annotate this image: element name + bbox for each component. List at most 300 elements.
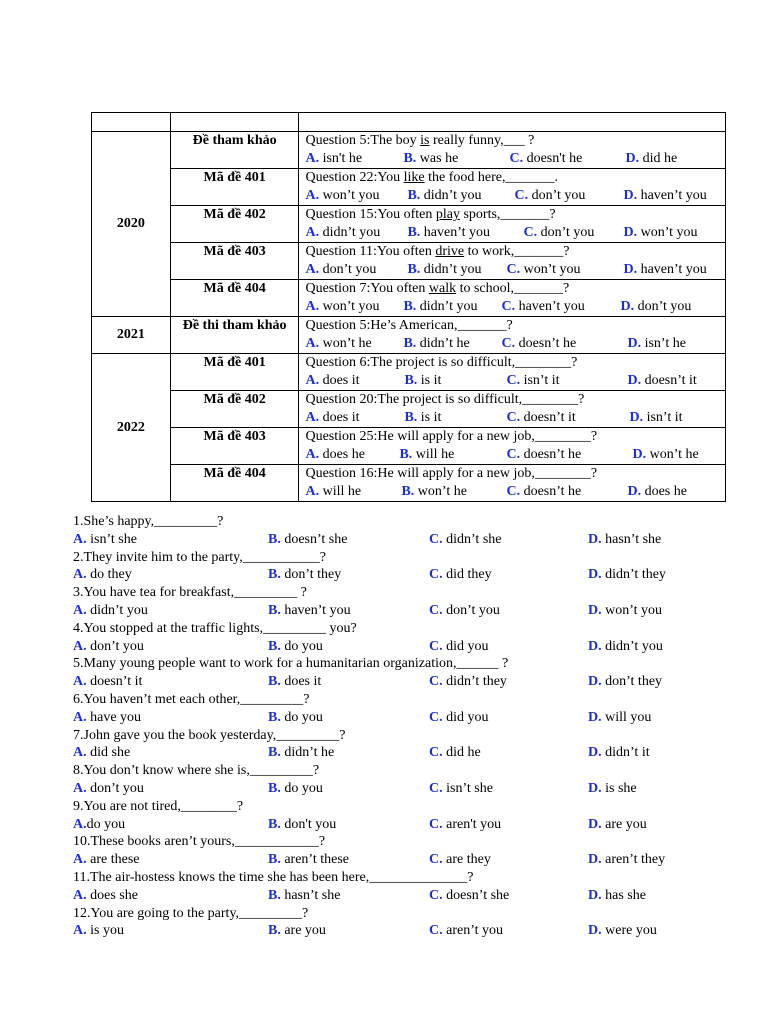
option-letter: A.: [73, 780, 87, 796]
option-letter: A.: [305, 225, 320, 240]
option-letter: C.: [429, 887, 443, 903]
header-year: [92, 113, 171, 132]
option-text: is it: [417, 373, 442, 388]
option-text: doesn’t she: [442, 887, 510, 903]
table-row: [92, 243, 726, 280]
option-text: will he: [412, 447, 455, 462]
option-text: isn’t she: [86, 531, 137, 547]
answer-options: [305, 335, 725, 353]
option-text: didn’t you: [601, 638, 663, 654]
option-letter: A.: [305, 151, 320, 166]
answer-option: [588, 744, 650, 762]
answer-option: [305, 409, 359, 427]
option-letter: A.: [305, 373, 320, 388]
answer-options: [305, 372, 725, 390]
question-text: [305, 206, 725, 224]
option-letter: B.: [407, 188, 421, 203]
underlined-verb: walk: [428, 281, 457, 296]
option-text: isn’t it: [520, 373, 560, 388]
option-text: aren’t you: [442, 923, 504, 939]
answer-option: [588, 638, 663, 656]
option-text: didn’t you: [86, 602, 148, 618]
answer-option: [506, 483, 581, 501]
table-row: [92, 428, 726, 465]
option-text: doesn’t it: [86, 674, 143, 690]
answer-option: [305, 187, 379, 205]
option-letter: B.: [268, 923, 281, 939]
option-text: didn’t you: [319, 225, 381, 240]
option-text: don’t you: [528, 188, 586, 203]
answer-option: [305, 224, 380, 242]
option-text: doesn’t it: [520, 410, 576, 425]
exercise-options: [73, 709, 753, 727]
option-text: are you: [601, 816, 647, 832]
answer-option: [268, 531, 347, 549]
answer-options: [305, 409, 725, 427]
option-letter: D.: [627, 484, 642, 499]
exercise-options: [73, 602, 753, 620]
answer-option: [268, 780, 323, 798]
option-text: don’t you: [634, 299, 692, 314]
option-letter: D.: [620, 299, 635, 314]
answer-option: [506, 261, 580, 279]
answer-option: [407, 187, 481, 205]
question-text-end: to school,_______?: [456, 281, 570, 296]
option-text: are they: [442, 852, 491, 868]
answer-options: [305, 187, 725, 205]
answer-option: [429, 673, 507, 691]
option-text: are these: [86, 852, 140, 868]
option-letter: D.: [588, 638, 602, 654]
answer-option: [429, 638, 489, 656]
table-row: [92, 132, 726, 169]
option-text: will he: [319, 484, 362, 499]
answer-option: [632, 446, 698, 464]
option-letter: A.: [73, 531, 87, 547]
exam-code-cell: Mã đề 403: [170, 428, 299, 465]
option-letter: C.: [509, 151, 524, 166]
table-row: [92, 317, 726, 354]
answer-option: [429, 851, 491, 869]
answer-option: [588, 673, 662, 691]
option-letter: C.: [514, 188, 529, 203]
option-letter: A.: [73, 674, 87, 690]
underlined-verb: is: [420, 133, 430, 148]
answer-option: [429, 602, 500, 620]
exercise-question: 9.You are not tired,________?: [73, 798, 244, 814]
option-text: isn’t he: [641, 336, 686, 351]
option-text: aren’t they: [601, 852, 666, 868]
answer-option: [627, 335, 685, 353]
option-text: don’t you: [86, 638, 144, 654]
option-text: does he: [641, 484, 687, 499]
option-text: didn’t you: [420, 188, 482, 203]
option-text: does it: [280, 674, 322, 690]
year-cell: 2020: [92, 132, 171, 317]
option-text: doesn’t he: [520, 484, 582, 499]
question-text-start: Question 20:The project is so difficult,________?: [305, 392, 585, 407]
option-letter: D.: [623, 225, 638, 240]
question-cell: [299, 317, 726, 354]
answer-option: [305, 335, 371, 353]
answer-options: [305, 483, 725, 501]
answer-option: [429, 744, 481, 762]
option-text: isn’t it: [643, 410, 683, 425]
option-text: didn’t she: [442, 531, 502, 547]
option-letter: C.: [429, 674, 443, 690]
option-letter: C.: [429, 923, 443, 939]
question-text: [305, 465, 725, 483]
exercise-options: [73, 816, 753, 834]
option-letter: C.: [429, 602, 443, 618]
option-letter: C.: [429, 852, 443, 868]
answer-option: [588, 780, 637, 798]
exercise-options: [73, 780, 753, 798]
option-text: did she: [86, 745, 131, 761]
exercise-question: 11.The air-hostess knows the time she has been here,______________?: [73, 869, 474, 885]
option-letter: B.: [404, 373, 418, 388]
option-letter: D.: [588, 745, 602, 761]
option-letter: B.: [268, 745, 281, 761]
option-letter: C.: [506, 262, 521, 277]
option-letter: C.: [429, 780, 443, 796]
question-cell: [299, 280, 726, 317]
option-letter: B.: [268, 567, 281, 583]
option-text: is it: [417, 410, 442, 425]
question-text-end: really funny,___ ?: [429, 133, 535, 148]
option-text: don’t they: [601, 674, 663, 690]
question-text: [305, 391, 725, 409]
answer-option: [627, 372, 696, 390]
answer-option: [588, 851, 665, 869]
option-text: won’t he: [319, 336, 372, 351]
option-text: doesn't he: [523, 151, 583, 166]
question-text-start: Question 6:The project is so difficult,________?: [305, 355, 578, 370]
option-letter: D.: [588, 602, 602, 618]
exam-code-cell: Mã đề 404: [170, 280, 299, 317]
option-text: has she: [601, 887, 646, 903]
option-text: aren’t these: [280, 852, 349, 868]
question-cell: [299, 391, 726, 428]
option-text: is you: [86, 923, 124, 939]
option-letter: C.: [429, 531, 443, 547]
answer-option: [588, 887, 646, 905]
option-letter: D.: [629, 410, 644, 425]
exercise-options: [73, 566, 753, 584]
option-letter: D.: [627, 373, 642, 388]
option-text: isn't he: [319, 151, 363, 166]
option-letter: D.: [627, 336, 642, 351]
option-letter: B.: [407, 225, 421, 240]
option-letter: A.: [73, 602, 87, 618]
answer-option: [305, 298, 379, 316]
answer-option: [73, 709, 141, 727]
option-text: don't you: [280, 816, 337, 832]
answer-option: [404, 409, 441, 427]
underlined-verb: drive: [435, 244, 465, 259]
option-text: do you: [280, 709, 323, 725]
option-letter: C.: [429, 745, 443, 761]
answer-option: [588, 816, 647, 834]
answer-option: [268, 638, 323, 656]
answer-option: [506, 446, 581, 464]
answer-option: [588, 566, 666, 584]
option-letter: A.: [305, 410, 320, 425]
exercise-options: [73, 638, 753, 656]
question-cell: [299, 169, 726, 206]
option-text: did they: [442, 567, 492, 583]
option-text: won’t he: [414, 484, 467, 499]
answer-option: [429, 780, 493, 798]
answer-option: [429, 887, 509, 905]
answer-option: [73, 851, 139, 869]
option-letter: A.: [73, 852, 87, 868]
option-letter: B.: [268, 709, 281, 725]
question-text: [305, 132, 725, 150]
answer-options: [305, 150, 725, 168]
answer-option: [268, 744, 334, 762]
option-letter: A.: [73, 887, 87, 903]
answer-option: [407, 261, 481, 279]
option-text: do you: [86, 816, 126, 832]
exercise-question: 3.You have tea for breakfast,_________ ?: [73, 585, 307, 601]
option-text: have you: [86, 709, 142, 725]
option-text: didn’t they: [601, 567, 666, 583]
option-text: won’t you: [637, 225, 698, 240]
exercise-question: 8.You don’t know where she is,_________?: [73, 763, 320, 779]
option-text: are you: [280, 923, 326, 939]
underlined-verb: play: [435, 207, 460, 222]
option-text: haven’t you: [637, 262, 707, 277]
option-letter: D.: [588, 674, 602, 690]
answer-option: [268, 851, 349, 869]
answer-option: [73, 566, 132, 584]
question-text: [305, 169, 725, 187]
question-text-start: Question 7:You often: [305, 281, 429, 296]
option-letter: A.: [73, 709, 87, 725]
option-text: won’t you: [601, 602, 663, 618]
exercise-options: [73, 673, 753, 691]
answer-option: [429, 531, 501, 549]
option-text: hasn’t she: [601, 531, 662, 547]
option-text: won’t you: [520, 262, 581, 277]
option-letter: B.: [268, 852, 281, 868]
answer-option: [73, 887, 138, 905]
exercise-question: 7.John gave you the book yesterday,_________?: [73, 727, 346, 743]
answer-option: [509, 150, 582, 168]
answer-option: [399, 446, 454, 464]
option-text: does she: [86, 887, 138, 903]
option-letter: B.: [268, 816, 281, 832]
answer-option: [73, 816, 125, 834]
option-text: haven’t you: [637, 188, 707, 203]
option-text: don’t you: [442, 602, 500, 618]
question-text-start: Question 15:You often: [305, 207, 436, 222]
option-letter: A.: [73, 923, 87, 939]
question-text-end: to work,_______?: [464, 244, 570, 259]
answer-option: [501, 298, 584, 316]
answer-option: [429, 922, 503, 940]
question-cell: [299, 132, 726, 169]
option-text: won’t you: [319, 188, 380, 203]
option-letter: C.: [429, 567, 443, 583]
answer-option: [588, 709, 651, 727]
option-letter: D.: [588, 567, 602, 583]
exercise-section: [73, 513, 753, 940]
question-text-start: Question 25:He will apply for a new job,________?: [305, 429, 598, 444]
question-cell: [299, 243, 726, 280]
answer-option: [73, 922, 124, 940]
option-letter: D.: [623, 262, 638, 277]
answer-option: [73, 780, 144, 798]
option-letter: C.: [429, 638, 443, 654]
answer-option: [588, 602, 662, 620]
option-letter: D.: [588, 816, 602, 832]
question-cell: [299, 465, 726, 502]
answer-option: [429, 816, 501, 834]
option-letter: C.: [523, 225, 538, 240]
option-text: don’t they: [280, 567, 342, 583]
answer-option: [506, 372, 559, 390]
table-row: [92, 391, 726, 428]
option-letter: C.: [429, 709, 443, 725]
answer-option: [305, 261, 376, 279]
answer-option: [268, 673, 321, 691]
underlined-verb: like: [403, 170, 425, 185]
answer-option: [73, 602, 148, 620]
option-letter: A.: [305, 336, 320, 351]
option-text: do you: [280, 780, 323, 796]
answer-option: [305, 483, 361, 501]
answer-option: [627, 483, 687, 501]
answer-option: [305, 150, 362, 168]
option-text: haven’t you: [515, 299, 585, 314]
exercise-question: 10.These books aren’t yours,____________?: [73, 834, 326, 850]
option-text: didn’t you: [416, 299, 478, 314]
exercise-options: [73, 887, 753, 905]
exam-code-cell: Đề thi tham khảo: [170, 317, 299, 354]
option-text: won’t he: [646, 447, 699, 462]
option-text: didn’t he: [280, 745, 335, 761]
question-text-start: Question 5:The boy: [305, 133, 421, 148]
option-letter: A.: [305, 299, 320, 314]
answer-option: [588, 531, 661, 549]
table-header-row: [92, 113, 726, 132]
answer-option: [506, 409, 575, 427]
answer-options: [305, 261, 725, 279]
answer-option: [73, 531, 137, 549]
exercise-question: 2.They invite him to the party,___________?: [73, 549, 326, 565]
answer-option: [403, 335, 469, 353]
exam-code-cell: Mã đề 402: [170, 391, 299, 428]
option-letter: C.: [501, 336, 516, 351]
answer-option: [268, 816, 336, 834]
option-letter: A.: [73, 567, 87, 583]
question-text: [305, 243, 725, 261]
header-question: [299, 113, 726, 132]
question-text: [305, 317, 725, 335]
answer-option: [625, 150, 677, 168]
question-cell: [299, 354, 726, 391]
option-letter: D.: [588, 887, 602, 903]
option-text: haven’t you: [420, 225, 491, 240]
option-text: did you: [442, 709, 489, 725]
option-letter: A.: [73, 816, 87, 832]
answer-option: [523, 224, 594, 242]
table-row: [92, 465, 726, 502]
option-letter: D.: [588, 852, 602, 868]
question-cell: [299, 206, 726, 243]
table-row: [92, 169, 726, 206]
exam-code-cell: Mã đề 404: [170, 465, 299, 502]
option-letter: B.: [403, 151, 417, 166]
option-text: don’t you: [537, 225, 595, 240]
option-letter: B.: [399, 447, 413, 462]
answer-options: [305, 298, 725, 316]
answer-option: [429, 566, 492, 584]
option-letter: B.: [268, 638, 281, 654]
option-text: don’t you: [86, 780, 144, 796]
option-text: won’t you: [319, 299, 380, 314]
answer-option: [623, 261, 706, 279]
option-letter: D.: [632, 447, 647, 462]
question-text-start: Question 11:You often: [305, 244, 436, 259]
answer-option: [73, 638, 144, 656]
answer-option: [305, 372, 359, 390]
option-letter: A.: [305, 447, 320, 462]
answer-options: [305, 446, 725, 464]
option-letter: C.: [506, 447, 521, 462]
option-text: was he: [416, 151, 459, 166]
option-text: doesn’t he: [520, 447, 582, 462]
option-letter: A.: [73, 745, 87, 761]
exam-code-cell: Đề tham khảo: [170, 132, 299, 169]
answer-option: [268, 709, 323, 727]
option-text: doesn’t it: [641, 373, 697, 388]
option-letter: A.: [305, 262, 320, 277]
option-letter: C.: [506, 410, 521, 425]
option-letter: B.: [403, 336, 417, 351]
exercise-question: 12.You are going to the party,_________?: [73, 905, 309, 921]
question-text-start: Question 5:He’s American,_______?: [305, 318, 513, 333]
answer-option: [268, 602, 351, 620]
question-text-end: the food here,_______.: [424, 170, 558, 185]
answer-option: [629, 409, 682, 427]
answer-option: [623, 224, 697, 242]
option-letter: B.: [403, 299, 417, 314]
option-text: didn’t he: [416, 336, 470, 351]
exercise-options: [73, 922, 753, 940]
answer-option: [403, 298, 477, 316]
exam-code-cell: Mã đề 401: [170, 169, 299, 206]
answer-option: [620, 298, 691, 316]
table-row: [92, 354, 726, 391]
exercise-question: 1.She’s happy,_________?: [73, 514, 224, 529]
option-letter: D.: [625, 151, 640, 166]
option-letter: B.: [268, 602, 281, 618]
question-text-start: Question 16:He will apply for a new job,________?: [305, 466, 598, 481]
year-cell: 2022: [92, 354, 171, 502]
option-letter: D.: [588, 531, 602, 547]
exam-code-cell: Mã đề 401: [170, 354, 299, 391]
year-cell: 2021: [92, 317, 171, 354]
option-letter: C.: [429, 816, 443, 832]
option-letter: B.: [268, 780, 281, 796]
option-text: doesn’t he: [515, 336, 577, 351]
exercise-options: [73, 744, 753, 762]
option-letter: C.: [501, 299, 516, 314]
option-text: didn’t you: [420, 262, 482, 277]
